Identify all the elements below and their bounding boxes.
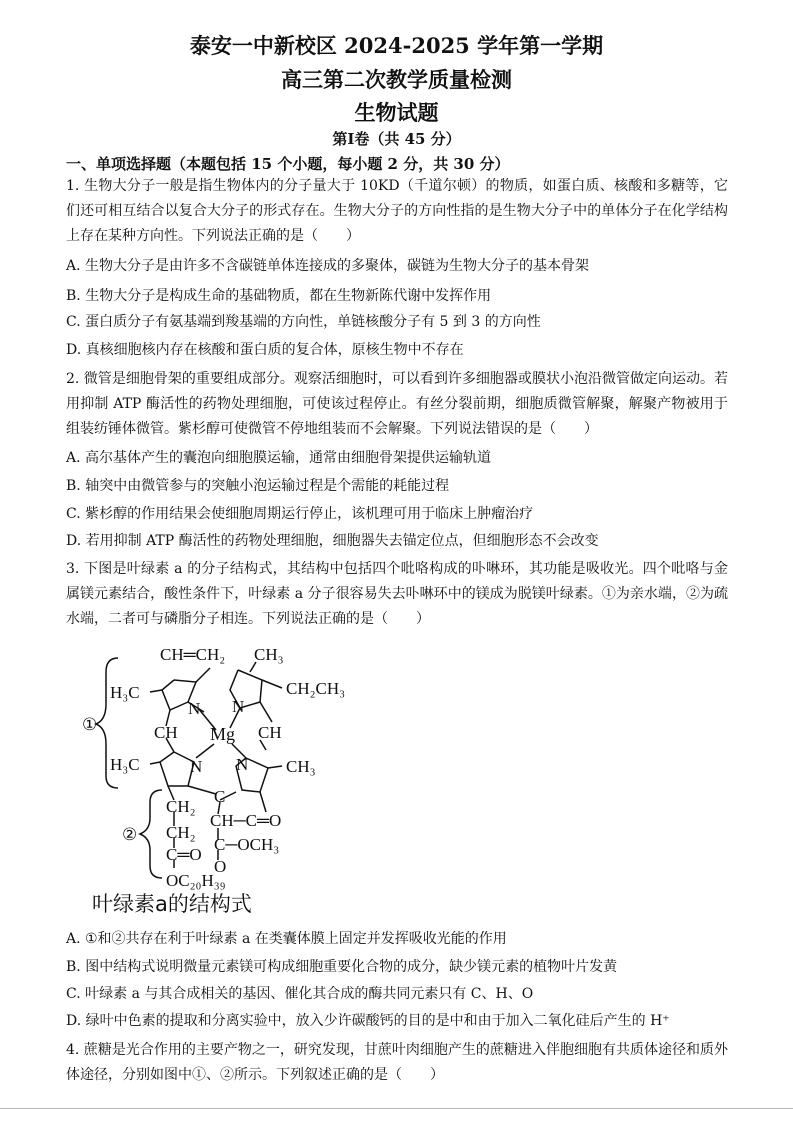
question-3-option-a: A. ①和②共存在利于叶绿素 a 在类囊体膜上固定并发挥吸收光能的作用 [66,931,507,947]
nitrogen-1: N [188,699,201,718]
methyl-ester: C─OCH₃ [214,835,280,854]
question-3-stem: 3. 下图是叶绿素 a 的分子结构式，其结构中包括四个吡咯构成的卟啉环，其功能是吸收光。四个吡咯与金属镁元素结合，酸性条件下，叶绿素 a 分子很容易失去卟啉环中的镁成为脱镁叶绿素。①为亲水端，②为疏水端，二者可与磷脂分子相连。下列说法正确的是（ ） [66,561,728,627]
question-3-option-c: C. 叶绿素 a 与其合成相关的基因、催化其合成的酶共同元素只有 C、H、O [66,986,534,1002]
methyl-left-bottom: H₃C [110,755,140,774]
nitrogen-4: N [236,755,249,774]
carbonyl-left: C═O [166,845,202,864]
ketone-group: CH─C═O [210,811,282,830]
methyl-left-top: H₃C [110,683,140,702]
question-1-option-b: B. 生物大分子是构成生命的基础物质，都在生物新陈代谢中发挥作用 [66,288,492,304]
molecule-atom-labels [110,645,345,890]
volume-heading: 第Ⅰ卷（共 45 分） [332,130,461,148]
methylene-2: CH₂ [166,823,196,842]
nitrogen-3: N [190,757,203,776]
ethyl-group: CH₂CH₃ [286,679,346,698]
question-4-stem: 4. 蔗糖是光合作用的主要产物之一，研究发现，甘蔗叶肉细胞产生的蔗糖进入伴胞细胞有共质体途径和质外体途径，分别如图中①、②所示。下列叙述正确的是（ ） [66,1042,728,1083]
carbon-center: C [214,787,226,806]
section-heading: 一、单项选择题（本题包括 15 个小题，每小题 2 分，共 30 分） [66,155,510,173]
methyl-top: CH₃ [254,645,284,664]
exam-name: 高三第二次教学质量检测 [281,67,512,92]
brace-hydrophobic [140,790,162,878]
brace-1-label: ① [82,715,98,734]
methylene-1: CH₂ [166,797,196,816]
question-2-option-b: B. 轴突中由微管参与的突触小泡运输过程是个需能的耗能过程 [66,478,450,494]
methyl-right: CH₃ [286,757,316,776]
question-3-option-b: B. 图中结构式说明微量元素镁可构成细胞重要化合物的成分，缺少镁元素的植物叶片发黄 [66,959,618,975]
methine-right: CH [258,723,282,742]
page-bottom-rule [0,1108,793,1109]
phytol-ester: OC₂₀H₃₉ [166,871,226,890]
nitrogen-2: N [232,697,245,716]
question-2-stem: 2. 微管是细胞骨架的重要组成部分。观察活细胞时，可以看到许多细胞器或膜状小泡沿微管做定向运动。若用抑制 ATP 酶活性的药物处理细胞，可使该过程停止。有丝分裂前期，细胞质微管解聚，解聚产物被用于组装纺锤体微管。紫杉醇可使微管不停地组装而不会解聚。下列说法错误的是（ ） [66,371,728,437]
figure-caption: 叶绿素a的结构式 [92,892,252,916]
methine-left: CH [154,723,178,742]
brace-2-label: ② [122,825,138,844]
question-2-option-d: D. 若用抑制 ATP 酶活性的药物处理细胞，细胞器失去锚定位点，但细胞形态不会改变 [66,533,599,549]
question-2-option-a: A. 高尔基体产生的囊泡向细胞膜运输，通常由细胞骨架提供运输轨道 [66,450,492,466]
question-1-option-a: A. 生物大分子是由许多不含碳链单体连接成的多聚体，碳链为生物大分子的基本骨架 [66,258,590,274]
ester-oxygen: O [214,857,227,876]
question-1-stem: 1. 生物大分子一般是指生物体内的分子量大于 10KD（千道尔顿）的物质，如蛋白质、核酸和多糖等，它们还可相互结合以复合大分子的形式存在。生物大分子的方向性指的是生物大分子中的单体分子在化学结构上存在某种方向性。下列说法正确的是（ ） [66,178,728,244]
question-2-option-c: C. 紫杉醇的作用结果会使细胞周期运行停止，该机理可用于临床上肿瘤治疗 [66,506,534,522]
vinyl-group: CH═CH₂ [160,645,226,664]
subject-title: 生物试题 [354,100,439,125]
chlorophyll-structure-diagram [70,640,450,920]
question-1-option-c: C. 蛋白质分子有氨基端到羧基端的方向性，单链核酸分子有 5 到 3 的方向性 [66,314,541,330]
question-1-option-d: D. 真核细胞核内存在核酸和蛋白质的复合体，原核生物中不存在 [66,342,464,358]
question-3-option-d: D. 绿叶中色素的提取和分离实验中，放入少许碳酸钙的目的是中和由于加入二氧化硅后产生的 H⁺ [66,1013,670,1029]
magnesium: Mg [210,724,236,744]
exam-school-title: 泰安一中新校区 2024-2025 学年第一学期 [189,33,604,58]
